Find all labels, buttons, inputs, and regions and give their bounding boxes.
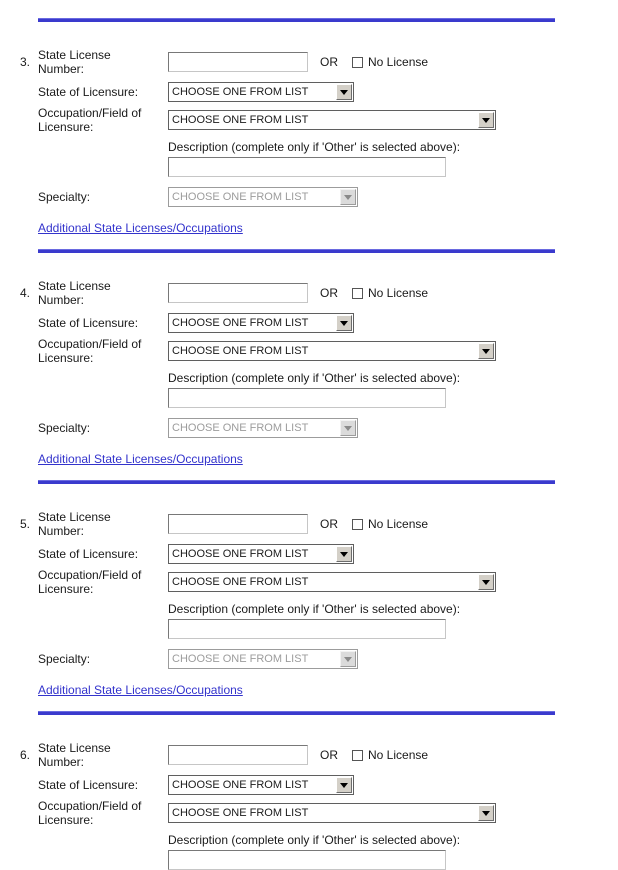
chevron-down-icon	[478, 343, 494, 359]
occupation-row	[20, 799, 618, 827]
specialty-label: Specialty:	[38, 190, 91, 204]
occupation-row	[20, 337, 618, 365]
no-license-label: No License	[368, 286, 429, 300]
section-number: 4.	[20, 286, 31, 300]
state-of-licensure-row	[20, 544, 618, 564]
description-label: Description (complete only if 'Other' is selected above):	[168, 371, 461, 385]
description-input[interactable]	[168, 388, 446, 408]
specialty-select	[168, 187, 358, 207]
state-license-number-row	[20, 741, 618, 769]
chevron-down-icon	[336, 777, 352, 793]
description-input-row	[20, 619, 618, 639]
state-license-number-label: State License Number:	[38, 279, 111, 307]
section-number: 3.	[20, 55, 31, 69]
no-license-label: No License	[368, 55, 429, 69]
state-of-licensure-row	[20, 775, 618, 795]
occupation-label: Occupation/Field of Licensure:	[38, 337, 142, 365]
or-label: OR	[320, 55, 338, 69]
state-license-number-input[interactable]	[168, 745, 308, 765]
occupation-select[interactable]	[168, 572, 496, 592]
specialty-selected-value: CHOOSE ONE FROM LIST	[172, 191, 309, 203]
state-license-number-label: State License Number:	[38, 510, 111, 538]
no-license-checkbox[interactable]	[352, 288, 363, 299]
section-number: 6.	[20, 748, 31, 762]
state-license-number-input[interactable]	[168, 52, 308, 72]
occupation-selected-value: CHOOSE ONE FROM LIST	[172, 345, 309, 357]
occupation-select[interactable]	[168, 341, 496, 361]
section-number: 5.	[20, 517, 31, 531]
description-label: Description (complete only if 'Other' is selected above):	[168, 602, 461, 616]
occupation-label: Occupation/Field of Licensure:	[38, 799, 142, 827]
specialty-selected-value: CHOOSE ONE FROM LIST	[172, 422, 309, 434]
license-section	[20, 480, 618, 697]
state-of-licensure-selected-value: CHOOSE ONE FROM LIST	[172, 779, 309, 791]
state-of-licensure-selected-value: CHOOSE ONE FROM LIST	[172, 86, 309, 98]
occupation-select[interactable]	[168, 803, 496, 823]
state-of-licensure-selected-value: CHOOSE ONE FROM LIST	[172, 548, 309, 560]
state-of-licensure-label: State of Licensure:	[38, 85, 139, 99]
specialty-row	[20, 649, 618, 669]
no-license-label: No License	[368, 517, 429, 531]
specialty-row	[20, 418, 618, 438]
additional-licenses-link[interactable]: Additional State Licenses/Occupations	[38, 683, 243, 697]
specialty-label: Specialty:	[38, 652, 91, 666]
chevron-down-icon	[336, 315, 352, 331]
state-license-number-input[interactable]	[168, 283, 308, 303]
state-license-number-row	[20, 279, 618, 307]
additional-licenses-link[interactable]: Additional State Licenses/Occupations	[38, 452, 243, 466]
license-section	[20, 18, 618, 235]
chevron-down-icon	[340, 651, 356, 667]
occupation-select[interactable]	[168, 110, 496, 130]
description-label-row	[20, 602, 618, 616]
chevron-down-icon	[336, 84, 352, 100]
state-of-licensure-select[interactable]	[168, 313, 354, 333]
state-license-number-label: State License Number:	[38, 741, 111, 769]
additional-licenses-link[interactable]: Additional State Licenses/Occupations	[38, 221, 243, 235]
description-input[interactable]	[168, 157, 446, 177]
section-divider	[38, 18, 555, 22]
or-label: OR	[320, 286, 338, 300]
state-of-licensure-row	[20, 82, 618, 102]
license-section	[20, 711, 618, 870]
section-divider	[38, 480, 555, 484]
state-of-licensure-row	[20, 313, 618, 333]
specialty-select	[168, 649, 358, 669]
description-input-row	[20, 850, 618, 870]
additional-link-row	[20, 221, 618, 235]
description-label: Description (complete only if 'Other' is selected above):	[168, 833, 461, 847]
chevron-down-icon	[340, 420, 356, 436]
no-license-checkbox[interactable]	[352, 750, 363, 761]
description-label-row	[20, 833, 618, 847]
description-label-row	[20, 140, 618, 154]
no-license-checkbox[interactable]	[352, 57, 363, 68]
form-sections	[20, 18, 618, 870]
description-input[interactable]	[168, 619, 446, 639]
occupation-selected-value: CHOOSE ONE FROM LIST	[172, 576, 309, 588]
additional-link-row	[20, 452, 618, 466]
occupation-selected-value: CHOOSE ONE FROM LIST	[172, 114, 309, 126]
state-of-licensure-select[interactable]	[168, 82, 354, 102]
state-of-licensure-label: State of Licensure:	[38, 778, 139, 792]
no-license-label: No License	[368, 748, 429, 762]
occupation-row	[20, 568, 618, 596]
state-license-number-row	[20, 48, 618, 76]
state-of-licensure-select[interactable]	[168, 775, 354, 795]
additional-link-row	[20, 683, 618, 697]
occupation-row	[20, 106, 618, 134]
chevron-down-icon	[336, 546, 352, 562]
occupation-label: Occupation/Field of Licensure:	[38, 106, 142, 134]
specialty-selected-value: CHOOSE ONE FROM LIST	[172, 653, 309, 665]
description-label-row	[20, 371, 618, 385]
section-divider	[38, 711, 555, 715]
no-license-checkbox[interactable]	[352, 519, 363, 530]
specialty-row	[20, 187, 618, 207]
chevron-down-icon	[478, 805, 494, 821]
state-of-licensure-select[interactable]	[168, 544, 354, 564]
section-divider	[38, 249, 555, 253]
specialty-label: Specialty:	[38, 421, 91, 435]
or-label: OR	[320, 748, 338, 762]
occupation-label: Occupation/Field of Licensure:	[38, 568, 142, 596]
state-of-licensure-label: State of Licensure:	[38, 316, 139, 330]
description-input[interactable]	[168, 850, 446, 870]
state-license-number-label: State License Number:	[38, 48, 111, 76]
state-license-number-row	[20, 510, 618, 538]
specialty-select	[168, 418, 358, 438]
description-input-row	[20, 157, 618, 177]
chevron-down-icon	[340, 189, 356, 205]
state-of-licensure-selected-value: CHOOSE ONE FROM LIST	[172, 317, 309, 329]
chevron-down-icon	[478, 112, 494, 128]
occupation-selected-value: CHOOSE ONE FROM LIST	[172, 807, 309, 819]
license-section	[20, 249, 618, 466]
or-label: OR	[320, 517, 338, 531]
description-label: Description (complete only if 'Other' is selected above):	[168, 140, 461, 154]
description-input-row	[20, 388, 618, 408]
state-license-number-input[interactable]	[168, 514, 308, 534]
chevron-down-icon	[478, 574, 494, 590]
state-of-licensure-label: State of Licensure:	[38, 547, 139, 561]
